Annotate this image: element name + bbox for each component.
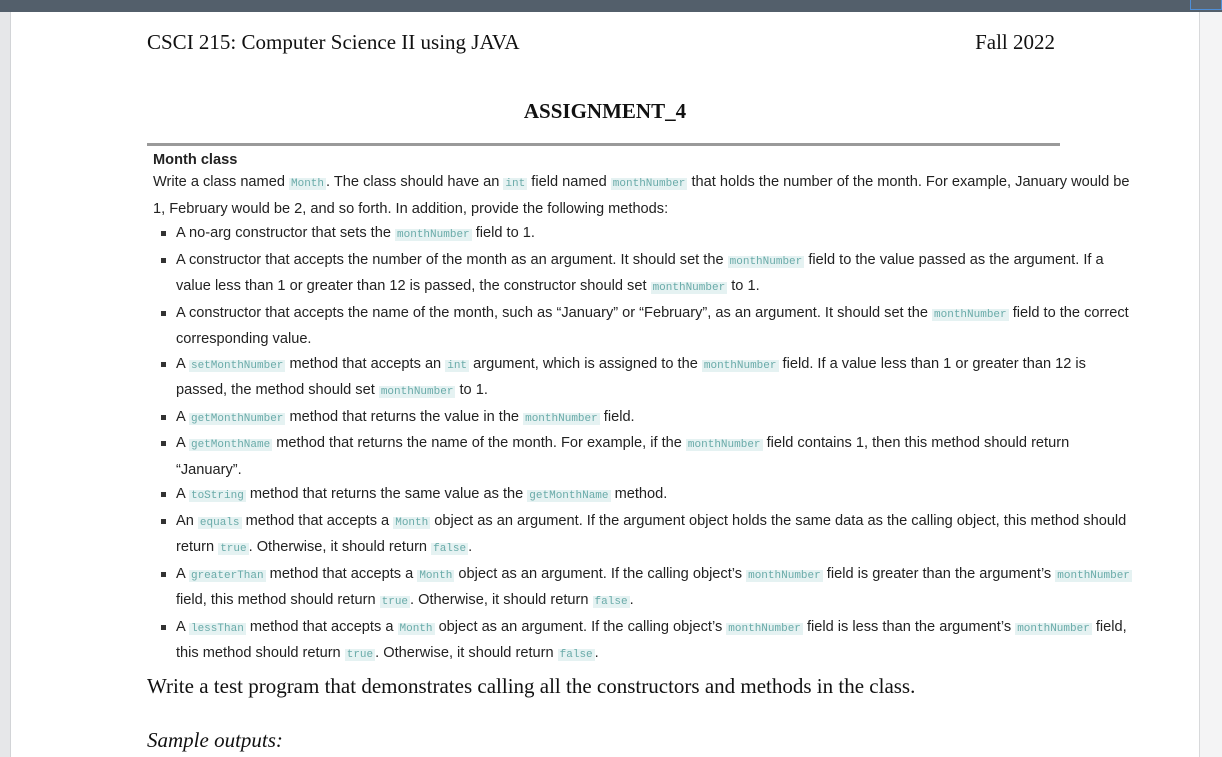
list-item: A no-arg constructor that sets the monthNumber field to 1. [153, 221, 1133, 248]
vertical-scrollbar[interactable] [1199, 12, 1222, 757]
list-item: An equals method that accepts a Month object as an argument. If the argument object holds the same data as the calling object, this method should return true . Otherwise, it should return false . [153, 509, 1133, 562]
list-item: A getMonthNumber method that returns the value in the monthNumber field. [153, 405, 1133, 432]
spec-heading: Month class [153, 152, 238, 168]
assignment-title: ASSIGNMENT_4 [523, 99, 687, 123]
term-label: Fall 2022 [975, 30, 1055, 54]
method-list [153, 221, 1133, 668]
list-item: A lessThan method that accepts a Month object as an argument. If the calling object’s monthNumber field is less than the argument’s monthNumber field, this method should return true . Otherwise, it should return false . [153, 615, 1133, 668]
test-program-paragraph: Write a test program that demonstrates calling all the constructors and methods in the class. [147, 674, 916, 698]
list-item: A toString method that returns the same value as the getMonthName method. [153, 482, 1133, 509]
course-title: CSCI 215: Computer Science II using JAVA [147, 30, 520, 54]
window-corner-control[interactable] [1190, 0, 1222, 10]
list-item: A constructor that accepts the name of the month, such as “January” or “February”, as an argument. It should set the monthNumber field to the correct corresponding value. [153, 301, 1133, 352]
sample-outputs-label: Sample outputs: [147, 728, 283, 752]
document-page [10, 12, 1200, 757]
list-item: A getMonthName method that returns the name of the month. For example, if the monthNumber field contains 1, then this method should return “January”. [153, 431, 1133, 482]
list-item: A constructor that accepts the number of the month as an argument. It should set the monthNumber field to the value passed as the argument. If a value less than 1 or greater than 12 is passed, the constructor should set monthNumber to 1. [153, 248, 1133, 301]
month-class-spec [153, 151, 1133, 668]
list-item: A greaterThan method that accepts a Month object as an argument. If the calling object’s monthNumber field is greater than the argument’s monthNumber field, this method should return true . Otherwise, it should return false . [153, 562, 1133, 615]
horizontal-rule [147, 143, 1060, 146]
spec-intro: Write a class named Month . The class should have an int field named monthNumber that holds the number of the month. For example, January would be 1, February would be 2, and so forth. In addition, provide the following methods: [153, 174, 1130, 217]
list-item: A setMonthNumber method that accepts an int argument, which is assigned to the monthNumber field. If a value less than 1 or greater than 12 is passed, the method should set monthNumber to 1. [153, 352, 1133, 405]
window-top-bar [0, 0, 1222, 12]
